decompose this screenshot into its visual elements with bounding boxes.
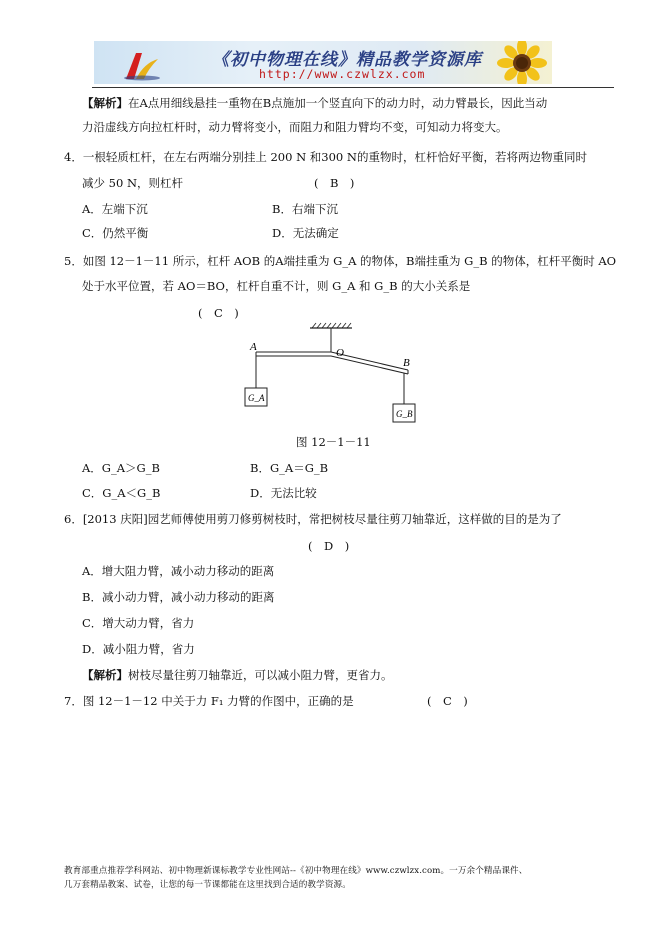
q7-stem: 7．图 12－1－12 中关于力 F₁ 力臂的作图中，正确的是 <box>64 694 354 708</box>
figure-caption: 图 12－1－11 <box>296 435 371 449</box>
q5-option-a: A．G_A＞G_B <box>82 461 160 475</box>
lever-diagram <box>238 322 428 432</box>
q6-stem: 6．[2013 庆阳]园艺师傅使用剪刀修剪树枝时，常把树枝尽量往剪刀轴靠近，这样做的目的是为了 <box>64 512 562 526</box>
q5-stem-line-1: 5．如图 12－1－11 所示，杠杆 AOB 的A端挂重为 G_A 的物体，B端挂重为 G_B 的物体，杠杆平衡时 AO <box>64 254 617 268</box>
label-a: A <box>250 341 257 353</box>
analysis-1-line-2: 力沿虚线方向拉杠杆时，动力臂将变小，而阻力和阻力臂均不变，可知动力将变大。 <box>82 120 508 134</box>
box-a-label: G_A <box>248 393 265 403</box>
q6-option-a: A．增大阻力臂，减小动力移动的距离 <box>82 564 275 578</box>
label-o: O <box>336 347 344 359</box>
q5-answer: ( C ) <box>198 306 239 320</box>
q6-option-b: B．减小动力臂，减小动力移动的距离 <box>82 590 275 604</box>
analysis-2 <box>82 667 393 683</box>
q6-option-d: D．减小阻力臂，省力 <box>82 642 195 656</box>
analysis-tag: 【解析】 <box>82 96 128 110</box>
footer-line-1: 教育部重点推荐学科网站、初中物理新课标教学专业性网站--《初中物理在线》www.czwlzx.com。一万余个精品课件、 <box>64 866 528 876</box>
q5-option-b: B．G_A＝G_B <box>250 461 329 475</box>
header-rule <box>92 87 614 88</box>
site-logo-icon <box>122 49 162 81</box>
q4-stem-line-1: 4．一根轻质杠杆，在左右两端分别挂上 200 N 和300 N的重物时，杠杆恰好平衡，若将两边物重同时 <box>64 150 587 164</box>
q4-option-c: C．仍然平衡 <box>82 226 149 240</box>
analysis-text: 在A点用细线悬挂一重物在B点施加一个竖直向下的动力时，动力臂最长，因此当动 <box>128 96 548 110</box>
q4-stem-line-2: 减少 50 N，则杠杆 <box>82 176 184 190</box>
q4-answer: ( B ) <box>314 176 355 190</box>
box-b-label: G_B <box>396 409 413 419</box>
q4-option-d: D．无法确定 <box>272 226 339 240</box>
header-banner <box>94 41 552 84</box>
analysis-1-line-1 <box>82 95 547 111</box>
q7-answer: ( C ) <box>427 694 468 708</box>
banner-title: 《初中物理在线》精品教学资源库 <box>212 50 482 70</box>
banner-url[interactable]: http://www.czwlzx.com <box>259 67 426 81</box>
q6-answer: ( D ) <box>308 539 350 553</box>
sunflower-icon <box>492 41 552 84</box>
label-b: B <box>403 357 410 369</box>
footer-line-2: 几万套精品教案、试卷，让您的每一节课都能在这里找到合适的教学资源。 <box>64 880 351 890</box>
q4-option-a: A．左端下沉 <box>82 202 148 216</box>
q5-stem-line-2: 处于水平位置，若 AO＝BO，杠杆自重不计，则 G_A 和 G_B 的大小关系是 <box>82 279 471 293</box>
q6-option-c: C．增大动力臂，省力 <box>82 616 195 630</box>
analysis-tag: 【解析】 <box>82 668 128 682</box>
analysis-text: 树枝尽量往剪刀轴靠近，可以减小阻力臂，更省力。 <box>128 668 393 682</box>
q5-option-c: C．G_A＜G_B <box>82 486 161 500</box>
q5-option-d: D．无法比较 <box>250 486 317 500</box>
q4-option-b: B．右端下沉 <box>272 202 338 216</box>
